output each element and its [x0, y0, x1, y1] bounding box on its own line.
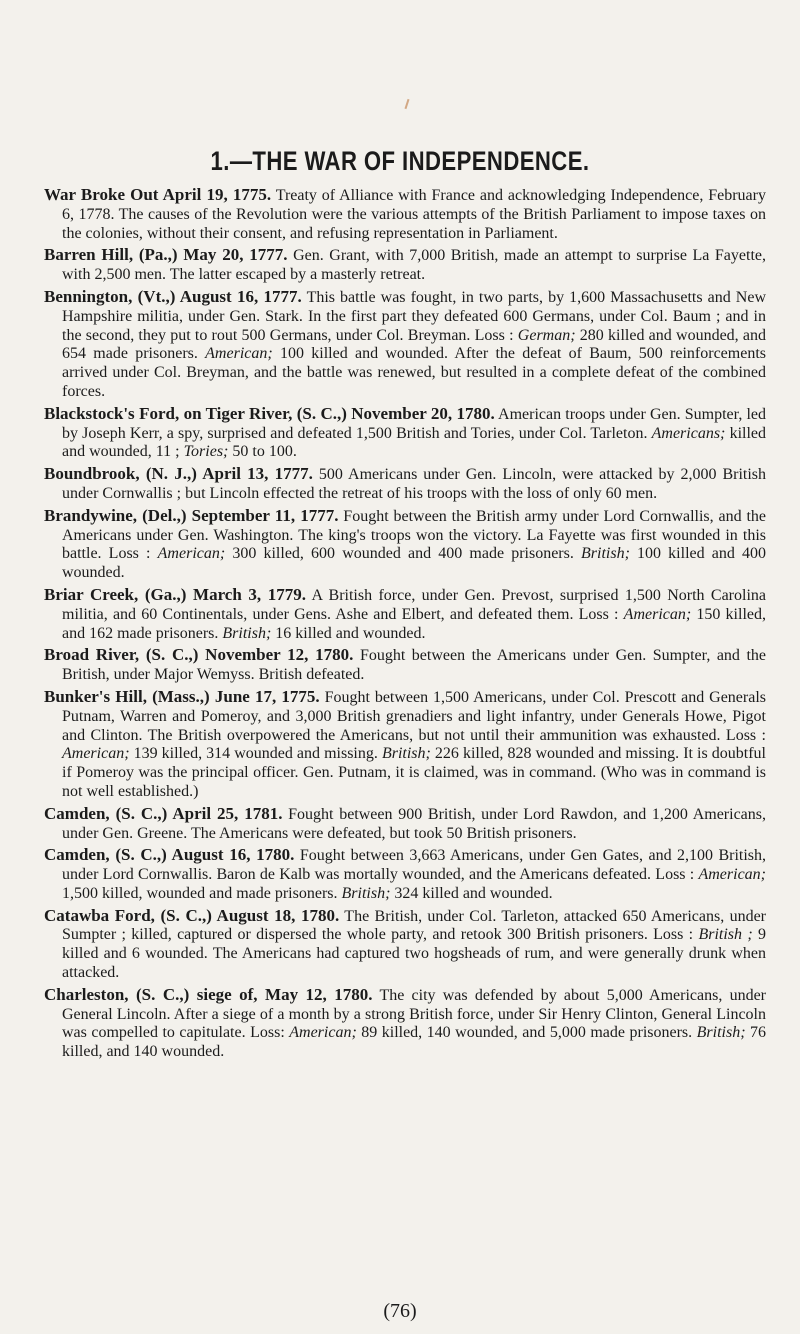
battle-heading: Catawba Ford, (S. C.,) August 18, 1780. — [44, 905, 340, 925]
battle-text: 100 killed and 400 wounded. — [62, 545, 767, 582]
battle-text: 100 killed and wounded. After the defeat of Baum, 500 reinforcements arrived under Col. Breyman, and the battle was renewed, but resulted in a complete defeat of the combined forces. — [62, 345, 766, 400]
battle-entry — [44, 507, 766, 583]
battle-entry — [44, 986, 766, 1062]
battle-heading: Camden, (S. C.,) August 16, 1780. — [44, 845, 295, 865]
loss-side-label: British; — [381, 745, 431, 763]
battle-text: Gen. Grant, with 7,000 British, made an attempt to surprise La Fayette, with 2,500 men. The latter escaped by a masterly retreat. — [62, 247, 766, 284]
loss-side-label: American; — [289, 1024, 357, 1042]
battle-heading: Brandywine, (Del.,) September 11, 1777. — [44, 505, 339, 525]
battle-heading: Bunker's Hill, (Mass.,) June 17, 1775. — [44, 686, 320, 706]
battle-entry — [44, 405, 766, 462]
loss-side-label: British; — [222, 624, 272, 642]
battle-text: The city was defended by about 5,000 Americans, under General Lincoln. After a siege of a month by a strong British force, under Sir Henry Clinton, General Lincoln was compelled to capitulate. Loss: — [62, 986, 766, 1042]
battle-entry — [44, 646, 766, 685]
battle-text: 139 killed, 314 wounded and missing. — [129, 745, 382, 763]
battle-heading: War Broke Out April 19, 1775. — [44, 185, 272, 204]
battle-text: 150 killed, and 162 made prisoners. — [62, 605, 766, 642]
battle-text: 324 killed and wounded. — [390, 884, 553, 902]
battle-entry — [44, 846, 766, 903]
loss-side-label: American; — [205, 345, 273, 363]
battle-text: The British, under Col. Tarleton, attacked 650 Americans, under Sumpter ; killed, captured or dispersed the whole party, and retook 300 British prisoners. Loss : — [62, 907, 766, 944]
battle-text: 50 to 100. — [228, 443, 297, 461]
battle-text: Fought between the British army under Lord Cornwallis, and the Americans under Gen. Washington. The king's troops won the victory. La Fayette was first wounded in this battle. Loss : — [62, 507, 766, 563]
ink-mark — [405, 99, 410, 109]
battle-text: 16 killed and wounded. — [271, 624, 426, 642]
battle-text: This battle was fought, in two parts, by 1,600 Massachusetts and New Hampshire militia, under Gen. Stark. In the first part they defeated 600 Germans, under Col. Baum ; and in the second, they put to rout 500 Germans, under Col. Breyman. Loss : — [62, 288, 767, 344]
battle-text: 1,500 killed, wounded and made prisoners. — [62, 884, 342, 902]
battle-entry — [44, 288, 766, 402]
battle-heading: Camden, (S. C.,) April 25, 1781. — [44, 803, 283, 823]
battle-text: 9 killed and 6 wounded. The Americans had captured two hogsheads of rum, and were generally drunk when attacked. — [62, 926, 767, 982]
battle-text: Treaty of Alliance with France and acknowledging Independence, February 6, 1778. The causes of the Revolution were the various attempts of the British Parliament to impose taxes on the colonies, without their consent, and refusing representation in Parliament. — [62, 187, 766, 242]
battle-text: 76 killed, and 140 wounded. — [62, 1024, 767, 1061]
loss-side-label: American; — [698, 866, 766, 884]
loss-side-label: American; — [623, 605, 692, 623]
loss-side-label: German; — [517, 326, 576, 344]
battle-heading: Boundbrook, (N. J.,) April 13, 1777. — [44, 464, 313, 484]
battle-entry — [44, 907, 766, 983]
battle-text: 500 Americans under Gen. Lincoln, were attacked by 2,000 British under Cornwallis ; but Lincoln effected the retreat of his troops with the loss of only 60 men. — [62, 466, 767, 502]
loss-side-label: British; — [341, 884, 391, 902]
battle-entry — [44, 186, 766, 243]
loss-side-label: Americans; — [651, 424, 726, 442]
battle-entry — [44, 805, 766, 844]
battle-text: A British force, under Gen. Prevost, surprised 1,500 North Carolina militia, and 60 Continentals, under Gens. Ashe and Elbert, and defeated them. Loss : — [62, 586, 766, 623]
loss-side-label: British; — [581, 545, 630, 563]
battle-text: 300 killed, 600 wounded and 400 made prisoners. — [225, 545, 581, 563]
battle-heading: Broad River, (S. C.,) November 12, 1780. — [44, 645, 354, 665]
battle-entry — [44, 688, 766, 802]
battle-heading: Charleston, (S. C.,) siege of, May 12, 1780. — [44, 984, 373, 1004]
battle-text: Fought between the Americans under Gen. Sumpter, and the British, under Major Wemyss. British defeated. — [62, 647, 766, 684]
loss-side-label: British; — [696, 1024, 746, 1042]
entries-list — [44, 186, 766, 1065]
loss-side-label: Tories; — [183, 443, 229, 461]
battle-text: American troops under Gen. Sumpter, led by Joseph Kerr, a spy, surprised and defeated 1,500 British and Tories, under Col. Tarleton. — [62, 405, 767, 442]
loss-side-label: American; — [62, 745, 130, 763]
battle-text: 280 killed and wounded, and 654 made prisoners. — [62, 326, 767, 363]
battle-text: Fought between 3,663 Americans, under Gen Gates, and 2,100 British, under Lord Cornwallis. Baron de Kalb was mortally wounded, and the Americans defeated. Loss : — [62, 847, 766, 884]
battle-text: Fought between 1,500 Americans, under Col. Prescott and Generals Putnam, Warren and Pomeroy, and 3,000 British grenadiers and light infantry, under Generals Howe, Pigot and Clinton. The British overpowered the Americans, but not until their ammunition was exhausted. Loss : — [62, 688, 766, 744]
chapter-title: 1.—THE WAR OF INDEPENDENCE. — [210, 146, 590, 176]
loss-side-label: British ; — [698, 926, 753, 944]
battle-text: killed and wounded, 11 ; — [62, 424, 767, 461]
battle-entry — [44, 465, 766, 504]
battle-entry — [44, 246, 766, 285]
battle-heading: Barren Hill, (Pa.,) May 20, 1777. — [44, 245, 288, 265]
page-number: (76) — [383, 1300, 417, 1322]
battle-heading: Bennington, (Vt.,) August 16, 1777. — [44, 286, 302, 306]
battle-heading: Blackstock's Ford, on Tiger River, (S. C.,) November 20, 1780. — [44, 403, 495, 423]
battle-entry — [44, 586, 766, 643]
battle-text: Fought between 900 British, under Lord Rawdon, and 1,200 Americans, under Gen. Greene. The Americans were defeated, but took 50 British prisoners. — [62, 805, 767, 842]
loss-side-label: American; — [157, 545, 226, 563]
battle-text: 89 killed, 140 wounded, and 5,000 made prisoners. — [356, 1024, 697, 1042]
battle-heading: Briar Creek, (Ga.,) March 3, 1779. — [44, 584, 307, 604]
battle-text: 226 killed, 828 wounded and missing. It is doubtful if Pomeroy was the principal officer. Gen. Putnam, it is claimed, was in command. (Who was in command is not well established.) — [62, 745, 767, 800]
